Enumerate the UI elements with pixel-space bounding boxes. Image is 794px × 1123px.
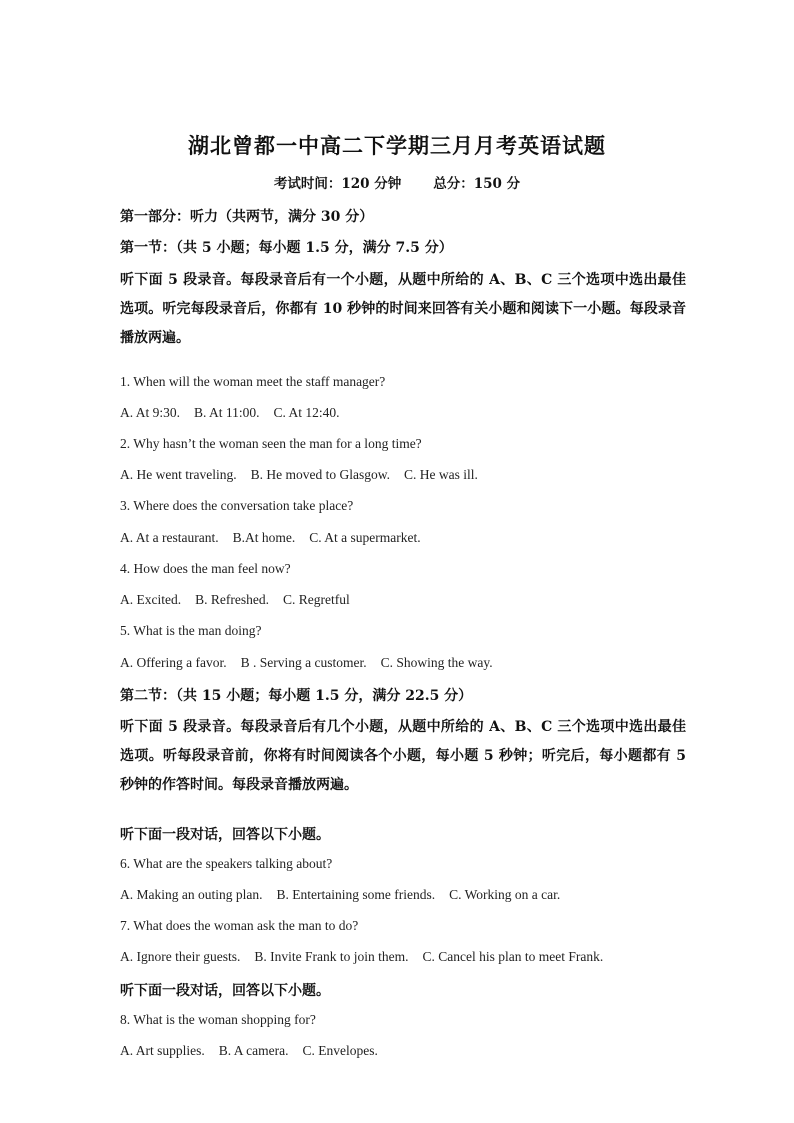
question-5: 5. What is the man doing? [120, 623, 262, 638]
option: B.At home. [232, 530, 296, 545]
question-1: 1. When will the woman meet the staff manager? [120, 374, 386, 389]
question-1-options [120, 405, 354, 421]
question-3-options [120, 530, 435, 546]
exam-total-score: 总分：150 分 [433, 176, 521, 192]
option: C. Envelopes. [302, 1043, 378, 1058]
option: A. Ignore their guests. [120, 949, 241, 964]
dialog-intro-1: 听下面一段对话，回答以下小题。 [120, 827, 330, 843]
question-4: 4. How does the man feel now? [120, 561, 291, 576]
option: A. Making an outing plan. [120, 887, 263, 902]
option: A. At 9:30. [120, 405, 181, 420]
option: A. Offering a favor. [120, 655, 227, 670]
question-6-options [120, 887, 574, 903]
option: C. He was ill. [403, 467, 478, 482]
section1-heading: 第一节：（共 5 小题；每小题 1.5 分，满分 7.5 分） [120, 240, 453, 256]
option: C. Cancel his plan to meet Frank. [422, 949, 604, 964]
question-8-options [120, 1043, 392, 1059]
option: C. At 12:40. [273, 405, 340, 420]
question-7-options [120, 949, 617, 965]
question-6: 6. What are the speakers talking about? [120, 856, 333, 871]
part1-heading: 第一部分：听力（共两节，满分 30 分） [120, 209, 374, 225]
dialog-intro-2: 听下面一段对话，回答以下小题。 [120, 983, 330, 999]
exam-subtitle [0, 172, 794, 192]
option: A. Art supplies. [120, 1043, 205, 1058]
option: C. Regretful [282, 592, 350, 607]
exam-time: 考试时间：120 分钟 [273, 176, 402, 192]
option: B. He moved to Glasgow. [250, 467, 390, 482]
option: B. A camera. [218, 1043, 289, 1058]
question-8: 8. What is the woman shopping for? [120, 1012, 316, 1027]
section2-instructions: 听下面 5 段录音。每段录音后有几个小题，从题中所给的 A、B、C 三个选项中选出最佳选项。听每段录音前，你将有时间阅读各个小题，每小题 5 秒钟；听完后，每小题都有 5 秒钟的作答时间。每段录音播放两遍。 [120, 719, 686, 793]
option: A. At a restaurant. [120, 530, 219, 545]
option: B . Serving a customer. [240, 655, 367, 670]
option: B. Refreshed. [195, 592, 269, 607]
question-3: 3. Where does the conversation take place? [120, 498, 354, 513]
question-4-options [120, 592, 364, 608]
question-5-options [120, 655, 507, 671]
section2-heading: 第二节：（共 15 小题；每小题 1.5 分，满分 22.5 分） [120, 688, 473, 704]
option: B. Invite Frank to join them. [254, 949, 409, 964]
option: C. Working on a car. [449, 887, 561, 902]
section1-instructions: 听下面 5 段录音。每段录音后有一个小题，从题中所给的 A、B、C 三个选项中选出最佳选项。听完每段录音后，你都有 10 秒钟的时间来回答有关小题和阅读下一小题。每段录音播放两遍。 [120, 272, 686, 346]
option: A. He went traveling. [120, 467, 237, 482]
option: B. At 11:00. [194, 405, 260, 420]
question-2-options [120, 467, 492, 483]
option: A. Excited. [120, 592, 182, 607]
exam-title: 湖北曾都一中高二下学期三月月考英语试题 [188, 133, 606, 158]
option: B. Entertaining some friends. [276, 887, 436, 902]
option: C. Showing the way. [380, 655, 493, 670]
option: C. At a supermarket. [309, 530, 421, 545]
question-7: 7. What does the woman ask the man to do? [120, 918, 359, 933]
question-2: 2. Why hasn’t the woman seen the man for a long time? [120, 436, 422, 451]
